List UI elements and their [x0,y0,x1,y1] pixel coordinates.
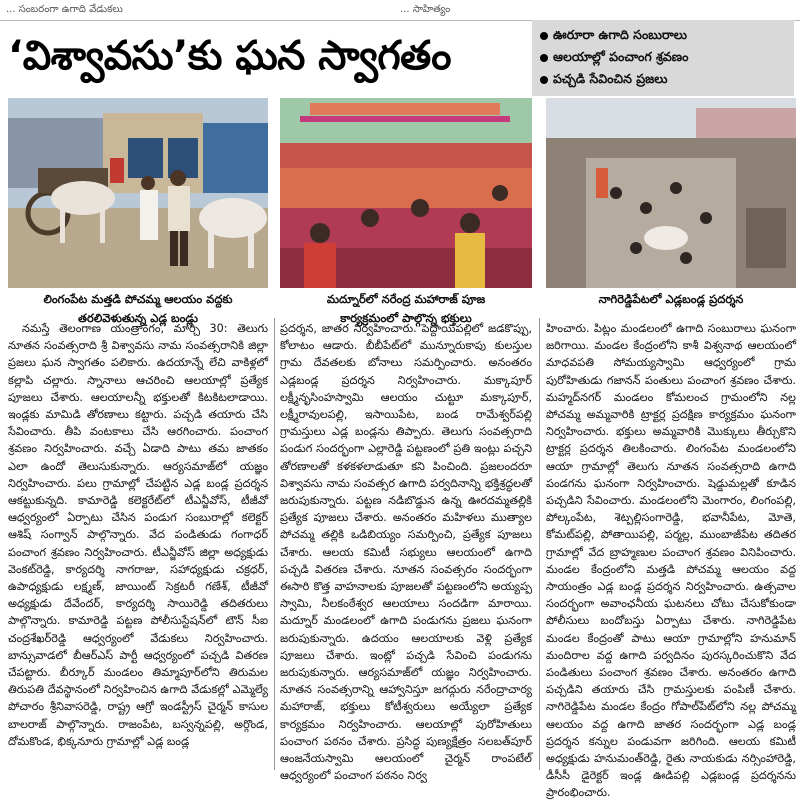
photo-bullock-carts [8,98,268,288]
article-column-1: నమస్తే తెలంగాణ యంత్రాంగం, మార్చి 30: తెలుగు నూతన సంవత్సరాది శ్రీ విశ్వావసు నామ సంవత్సరానికి జిల్లా ప్రజలు ఘన స్వాగతం పలికారు. ఉదయాన్నే లేచి వాకిళ్లలో కల్లాపి చల్లారు. స్నానాలు ఆచరించి ఆలయాల్లో ప్రత్యేక పూజలు చేశారు. ఆలయాలన్నీ భక్తులతో కిటకిటలాడాయి. ఇండ్లకు మామిడి తోరణాలు కట్టారు. పచ్చడి తయారు చేసి సేవించారు. తీపి వంటకాలు చేసి ఆరగించారు. పంచాంగ శ్రవణం నిర్వహించారు. వచ్చే ఏడాది పాటు తమ జాతకం ఎలా ఉందో తెలుసుకున్నారు. ఆర్యసమాజ్‌లో యజ్ఞం నిర్వహించారు. పలు గ్రామాల్లో చేపట్టిన ఎడ్ల బండ్ల ప్రదర్శన ఆకట్టుకున్నది. కామారెడ్డి కలెక్టరేట్‌లో టీఎన్జీవోస్‌, టీజీవో ఆధ్వర్యంలో ఏర్పాటు చేసిన పండుగ సంబురాల్లో కలెక్టర్‌ ఆశిష్‌ సంగ్వాన్‌ పాల్గొన్నారు. వేద పండితుడు గంగాధర్‌ పంచాంగ శ్రవణం నిర్వహించారు. టీఎన్జీవోస్‌ జిల్లా అధ్యక్షుడు వెంకట్‌రెడ్డి, కార్యదర్శి నాగరాజు, సహాధ్యక్షుడు చక్రధర్‌, ఉపాధ్యక్షుడు లక్ష్మణ్‌, జాయింట్‌ సెక్రటరీ గణేశ్‌, టీజీవో అధ్యక్షుడు దేవేందర్‌, కార్యదర్శి సాయిరెడ్డి తదితరులు పాల్గొన్నారు. కామారెడ్డి పట్టణ పోలీసుస్టేషన్‌లో టౌన్‌ సీఐ చంద్రశేఖర్‌రెడ్డి ఆధ్వర్యంలో వేడుకలు నిర్వహించారు. బాన్సువాడలో బీఆర్‌ఎస్‌ పార్టీ ఆధ్వర్యంలో పచ్చడి వితరణ చేపట్టారు. బీర్కూర్‌ మండలం తిమ్మాపూర్‌లోని తిరుమల తిరుపతి దేవస్థానంలో నిర్వహించిన ఉగాది వేడుకల్లో ఎమ్మెల్యే పోచారం శ్రీనివాసరెడ్డి, రాష్ట్ర ఆగ్రో ఇండస్ట్రీస్‌ చైర్మన్‌ కాసుల బాలరాజ్‌ పాల్గొన్నారు. రాజంపేట, బస్వన్నపల్లి, అర్గొండ, దోమకొండ, భిక్కనూరు గ్రామాల్లో ఎడ్ల బండ్ల [8,322,268,748]
top-strip-center: ... సాహిత్యం [400,4,451,15]
photo-procession [546,98,796,288]
article-column-3: హించారు. పిట్లం మండలంలో ఉగాది సంబురాలు ఘనంగా జరిగాయి. మండల కేంద్రంలోని కాశీ విశ్వనాథ ఆలయంలో మాధవపతి సోమయ్యస్వామి ఆధ్వర్యంలో గ్రామ పురోహితుడు గజానన్‌ పంతులు పంచాంగ శ్రవణం చేశారు. మహ్మద్‌నగర్‌ మండలం కోమలంచ గ్రామంలోని నల్ల పోచమ్మ అమ్మవారికి ట్రాక్టర్ల ప్రదక్షిణ కార్యక్రమం ఘనంగా నిర్వహించారు. భక్తులు అమ్మవారికి మొక్కులు తీర్చుకొని ట్రాక్టర్ల ప్రదర్శన తిలకించారు. లింగంపేట మండలంలోని ఆయా గ్రామాల్లో తెలుగు నూతన సంవత్సరాది ఉగాది పండగను ఘనంగా నిర్వహించారు. షెడ్డుమల్లతో కూడిన పచ్చడిని సేవించారు. మండలంలోని మెంగారం, లింగంపల్లి, పోల్కంపేట, శెట్పల్లిసంగారెడ్డి, భవానీపేట, మోతె, కోమట్‌పల్లి, పోతాయిపల్లి, పర్మల్ల, ముంబాజీపేట తదితర గ్రామాల్లో వేద బ్రాహ్మణుల పంచాంగ శ్రవణం వినిపించారు. మండల కేంద్రంలోని మత్తడి పోచమ్మ ఆలయం వద్ద సాయంత్రం ఎడ్ల బండ్ల ప్రదర్శన నిర్వహించారు. ఉత్సవాల సందర్భంగా అవాంఛనీయ ఘటనలు చోటు చేసుకోకుండా పోలీసులు బందోబస్తు ఏర్పాటు చేశారు. నాగిరెడ్డిపేట మండల కేంద్రంతో పాటు ఆయా గ్రామాల్లోని హనుమాన్‌ మందిరాల వద్ద ఉగాది పర్వదినం పురస్కరించుకొని వేద పండితులు పంచాంగ శ్రవణం చేశారు. అనంతరం ఉగాది పచ్చడిని తయారు చేసి గ్రామస్తులకు పంపిణీ చేశారు. నాగిరెడ్డిపేట మండల కేంద్రం గోపాల్‌పేట్‌లోని నల్ల పోచమ్మ ఆలయం వద్ద ఉగాది జాతర సందర్భంగా ఎడ్ల బండ్ల ప్రదర్శన కన్నుల పండువగా జరిగింది. ఆలయ కమిటీ అధ్యక్షుడు హనుమంత్‌రెడ్డి, రైతు నాయకుడు నర్సింహారెడ్డి, డీసీసీ డైరెక్టర్‌ ఇండ్ల ఊడిపల్లి ఎడ్లబండ్ల ప్రదర్శనను ప్రారంభించారు. [546,322,796,800]
photo-caption-3: నాగిరెడ్డిపేటలో ఎడ్లబండ్ల ప్రదర్శన [598,292,744,306]
photo-caption-1: లింగంపేట మత్తడి పోచమ్మ ఆలయం వద్దకు తరలివెళుతున్న ఎడ్ల బండ్లు [43,292,233,325]
highlights-box [532,20,794,96]
photo-devotees [280,98,532,288]
top-strip [0,0,800,21]
highlight-item: ఆలయాల్లో పంచాంగ శ్రవణం [540,46,786,68]
column-divider [539,318,540,770]
highlight-item: ఊరూరా ఉగాది సంబురాలు [540,24,786,46]
top-strip-left: ... సంబరంగా ఉగాది వేడుకలు [6,4,123,15]
photo-caption-2: మద్నూర్‌లో నరేంద్ర మహారాజ్‌ పూజ కార్యక్రమంలో పాల్గొన్న భక్తులు [326,292,486,325]
article-column-2: ప్రదర్శన, జాతర నిర్వహించారు. పెద్దాయిపల్లిలో జడకొప్పు, కోలాటం ఆడారు. బీబీపేట్‌లో మున్నూరుకాపు కులస్తుల గ్రామ దేవతలకు బోనాలు సమర్పించారు. అనంతరం ఎడ్లబండ్ల ప్రదర్శన నిర్వహించారు. మక్కాపూర్‌ లక్ష్మీనృసింహస్వామి ఆలయం చుట్టూ మక్కాపూర్‌, లక్ష్మీరావులపల్లి, ఇసాయిపేట, బండ రామేశ్వర్‌పల్లి గ్రామస్తులు ఎడ్ల బండ్లను తిప్పారు. తెలుగు సంవత్సరాది పండుగ సందర్భంగా ఎల్లారెడ్డి పట్టణంలో ప్రతి ఇంట్లు పచ్చని తోరణాలతో కళకళలాడుతూ కని పించింది. ప్రజలందరూ విశ్వావసు నామ సంవత్సర ఉగాది పర్వదినాన్ని భక్తిశ్రద్ధలతో జరుపుకున్నారు. పట్టణ నడిబొడ్డున ఉన్న ఊరదమ్మతల్లికి ప్రత్యేక పూజలు చేశారు. అనంతరం మహిళలు ముత్యాల పోచమ్మ తల్లికి ఒడిబియ్యం సమర్పించి, ప్రత్యేక పూజలు చేశారు. ఆలయ కమిటీ సభ్యులు ఆలయంలో ఉగాది పచ్చడి వితరణ చేశారు. నూతన సంవత్సరం సందర్భంగా ఈసారి కొత్త వాహనాలకు పూజలతో పట్టణంలోని అయ్యప్ప స్వామి, నీలకంఠేశ్వర ఆలయాలు సందడిగా మారాయి. మద్నూర్‌ మండలంలో ఉగాది పండుగను ప్రజలు ఘనంగా జరుపుకున్నారు. ఉదయం ఆలయాలకు వెళ్లి ప్రత్యేక పూజలు చేశారు. ఇంట్లో పచ్చడి సేవించి పండుగను జరుపుకున్నారు. ఆర్యసమాజ్‌లో యజ్ఞం నిర్వహించారు. నూతన సంవత్సరాన్ని ఆహ్వానిస్తూ జగద్గురు నరేంద్రాచార్య మహారాజ్‌, భక్తులు కోటీశ్వరులు అయ్యేలా ప్రత్యేక కార్యక్రమం నిర్వహించారు. ఆలయాల్లో పురోహితులు పంచాంగ పఠనం చేశారు. ప్రసిద్ధ పుణ్యక్షేత్రం సలబత్‌పూర్‌ ఆంజనేయస్వామి ఆలయంలో చైర్మన్‌ రాంపటేల్‌ ఆధ్వర్యంలో పంచాంగ పఠనం నిర్వ [280,322,532,783]
bullet-icon [540,76,548,84]
highlight-item: పచ్చడి సేవించిన ప్రజలు [540,68,786,90]
headline: ‘విశ్వావసు’కు ఘన స్వాగతం [8,33,452,79]
column-divider [274,318,275,770]
bullet-icon [540,32,548,40]
bullet-icon [540,54,548,62]
